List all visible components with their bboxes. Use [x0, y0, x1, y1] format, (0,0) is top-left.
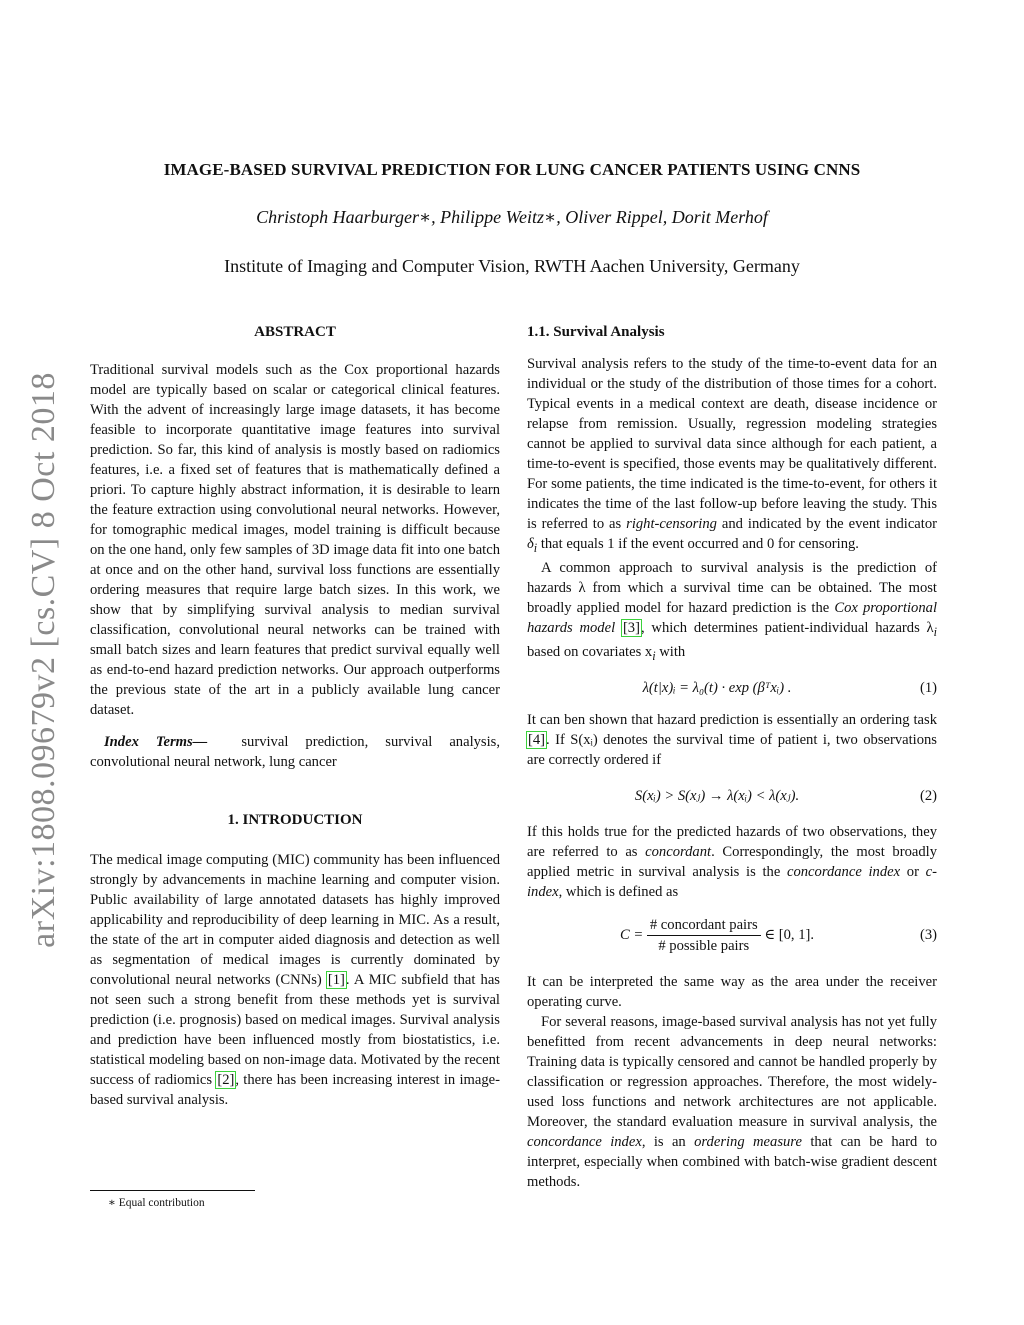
author-list: Christoph Haarburger∗, Philippe Weitz∗, Oliver Rippel, Dorit Merhof: [256, 207, 768, 227]
footnote: ∗ Equal contribution: [108, 1197, 205, 1209]
survival-analysis-heading: 1.1. Survival Analysis: [527, 324, 665, 340]
index-terms-text: survival prediction, survival analysis, convolutional neural network, lung cancer: [90, 734, 500, 770]
right-column: [527, 322, 937, 1192]
equation-3-numerator: # concordant pairs: [647, 915, 761, 936]
introduction-text: The medical image computing (MIC) community has been influenced strongly by advancements in machine learning and computer vision. Public availability of large annotated datasets has highly improved applicability and reproducibility of deep learning in MIC. As a result, the state of the art in computer aided diagnosis and detection as well as segmentation of medical images is currently dominated by convolutional neural networks (CNNs) [1]. A MIC subfield that has not seen such a strong benefit from these methods yet is survival prediction (i.e. prognosis) based on medical images. Survival analysis and prediction have been influenced mostly from biostatistics, i.e. statistical modeling based on non-image data. Motivated by the recent success of radiomics [2], there has been increasing interest in image-based survival analysis.: [90, 852, 500, 1108]
equation-1: λ(t|x)ᵢ = λ₀(t) · exp (βᵀxᵢ) . (1): [527, 674, 937, 702]
survival-paragraph-4: If this holds true for the predicted hazards of two observations, they are referred to as concordant. Correspondingly, the most broadly applied metric in survival analysis is the concordance index or c-index, which is defined as: [527, 823, 937, 900]
equation-3-number: (3): [919, 926, 937, 943]
introduction-heading: 1. INTRODUCTION: [227, 812, 363, 828]
survival-paragraph-1: Survival analysis refers to the study of the time-to-event data for an individual or the study of the distribution of those times for a cohort. Typical events in a medical context are death, disease incidence or relapse from remission. Usually, regression modeling strategies cannot be applied to survival data since although for each patient, a time-to-event is specified, those events may be qualitatively different. For some patients, the time indicated is the time-to-event, for others it indicates the time of the last follow-up before leaving the study. This is referred to as right-censoring and indicated by the event indicator $\delta_i$ that equals 1 if the event occurred and 0 for censoring.: [527, 356, 937, 555]
equation-3-rhs: ∈ [0, 1].: [764, 926, 815, 943]
survival-paragraph-6: For several reasons, image-based survival analysis has not yet fully benefitted from recent advancements in deep neural networks: Training data is typically censored and cannot be handled properly by classification or regression approaches. Therefore, the most widely-used loss functions and network architectures are not applicable. Moreover, the standard evaluation measure in survival analysis, the concordance index, is an ordering measure that can be hard to interpret, especially when combined with batch-wise gradient descent methods.: [527, 1013, 938, 1190]
paper-title: IMAGE-BASED SURVIVAL PREDICTION FOR LUNG CANCER PATIENTS USING CNNS: [163, 160, 861, 179]
equation-2: S(xᵢ) > S(xⱼ) → λ(xᵢ) < λ(xⱼ). (2): [527, 782, 937, 810]
equation-2-number: (2): [919, 787, 937, 804]
index-terms-label: Index Terms—: [104, 734, 208, 750]
citation-link-2[interactable]: [2]: [217, 1072, 235, 1088]
citation-link-1[interactable]: [1]: [327, 972, 345, 988]
citation-link-3[interactable]: [3]: [622, 619, 640, 636]
arxiv-identifier: arXiv:1808.09679v2 [cs.CV] 8 Oct 2018: [25, 372, 62, 948]
index-terms: [90, 732, 500, 772]
equation-3: [527, 912, 937, 958]
left-column: [90, 322, 500, 1110]
abstract-heading: ABSTRACT: [254, 324, 336, 340]
affiliation: Institute of Imaging and Computer Vision, RWTH Aachen University, Germany: [224, 256, 800, 276]
equation-3-denominator: # possible pairs: [658, 937, 750, 954]
survival-paragraph-3: It can ben shown that hazard prediction is essentially an ordering task [4]. If S(xᵢ) denotes the survival time of patient i, two observations are correctly ordered if: [527, 711, 937, 768]
citation-link-4[interactable]: [4]: [528, 731, 546, 748]
abstract-text: Traditional survival models such as the Cox proportional hazards model are typically based on scalar or categorical clinical features. With the advent of increasingly large image datasets, it has become feasible to incorporate quantitative image features into survival prediction. So far, this kind of analysis is mostly based on radiomics features, i.e. a fixed set of features that is mathematically defined a priori. To capture highly abstract information, it is desirable to learn the feature extraction using convolutional neural networks. However, for tomographic medical images, model training is difficult because on the one hand, only few samples of 3D image data fit into one batch at once and on the other hand, survival loss functions are essentially ordering measures that require large batch sizes. In this work, we show that by simplifying survival analysis to median survival classification, convolutional neural networks can be trained with small batch sizes and learn features that predict survival equally well as end-to-end hazard prediction networks. Our approach outperforms the previous state of the art in a publicly available lung cancer dataset.: [90, 362, 500, 718]
survival-paragraph-5: It can be interpreted the same way as the area under the receiver operating curve.: [527, 973, 937, 1010]
equation-1-number: (1): [919, 679, 937, 696]
survival-paragraph-2: A common approach to survival analysis is the prediction of hazards λ from which a survival time can be obtained. The most broadly applied model for hazard prediction is the Cox proportional hazards model [3], which determines patient-individual hazards $\lambda_i$ based on covariates $x_i$ with: [527, 559, 938, 663]
footnote-rule: [90, 1190, 255, 1191]
arxiv-sidebar: [22, 360, 66, 960]
equation-3-lhs: C =: [619, 926, 644, 943]
equation-3-fraction: [647, 915, 761, 956]
